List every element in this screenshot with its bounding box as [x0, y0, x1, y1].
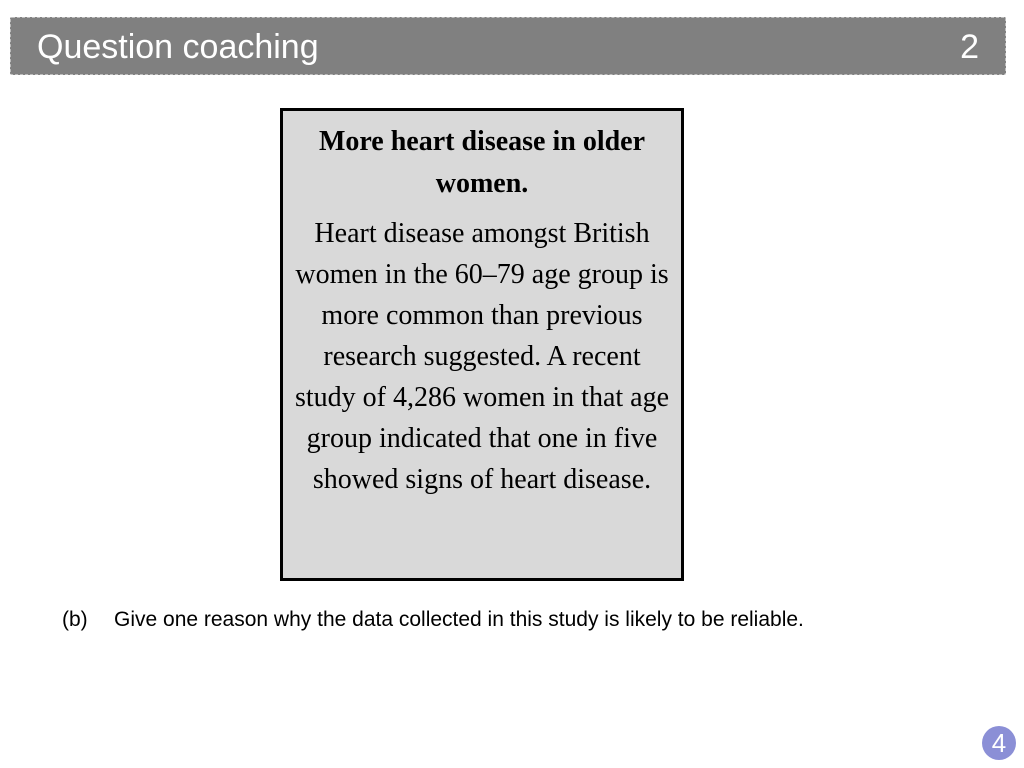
article-box — [280, 108, 684, 581]
question-label: (b) — [62, 608, 88, 631]
question-text: Give one reason why the data collected in this study is likely to be reliable. — [114, 608, 804, 631]
header-bar — [10, 17, 1006, 75]
header-page-number: 2 — [960, 28, 979, 66]
question — [62, 606, 804, 634]
slide-number-badge: 4 — [982, 726, 1016, 760]
page-title: Question coaching — [37, 28, 319, 66]
article-headline: More heart disease in older women. — [318, 126, 646, 199]
article-body: Heart disease amongst British women in the 60–79 age group is more common than previous research suggested. A recent study of 4,286 women in that age group indicated that one in five showed signs of heart disease. — [294, 218, 670, 495]
